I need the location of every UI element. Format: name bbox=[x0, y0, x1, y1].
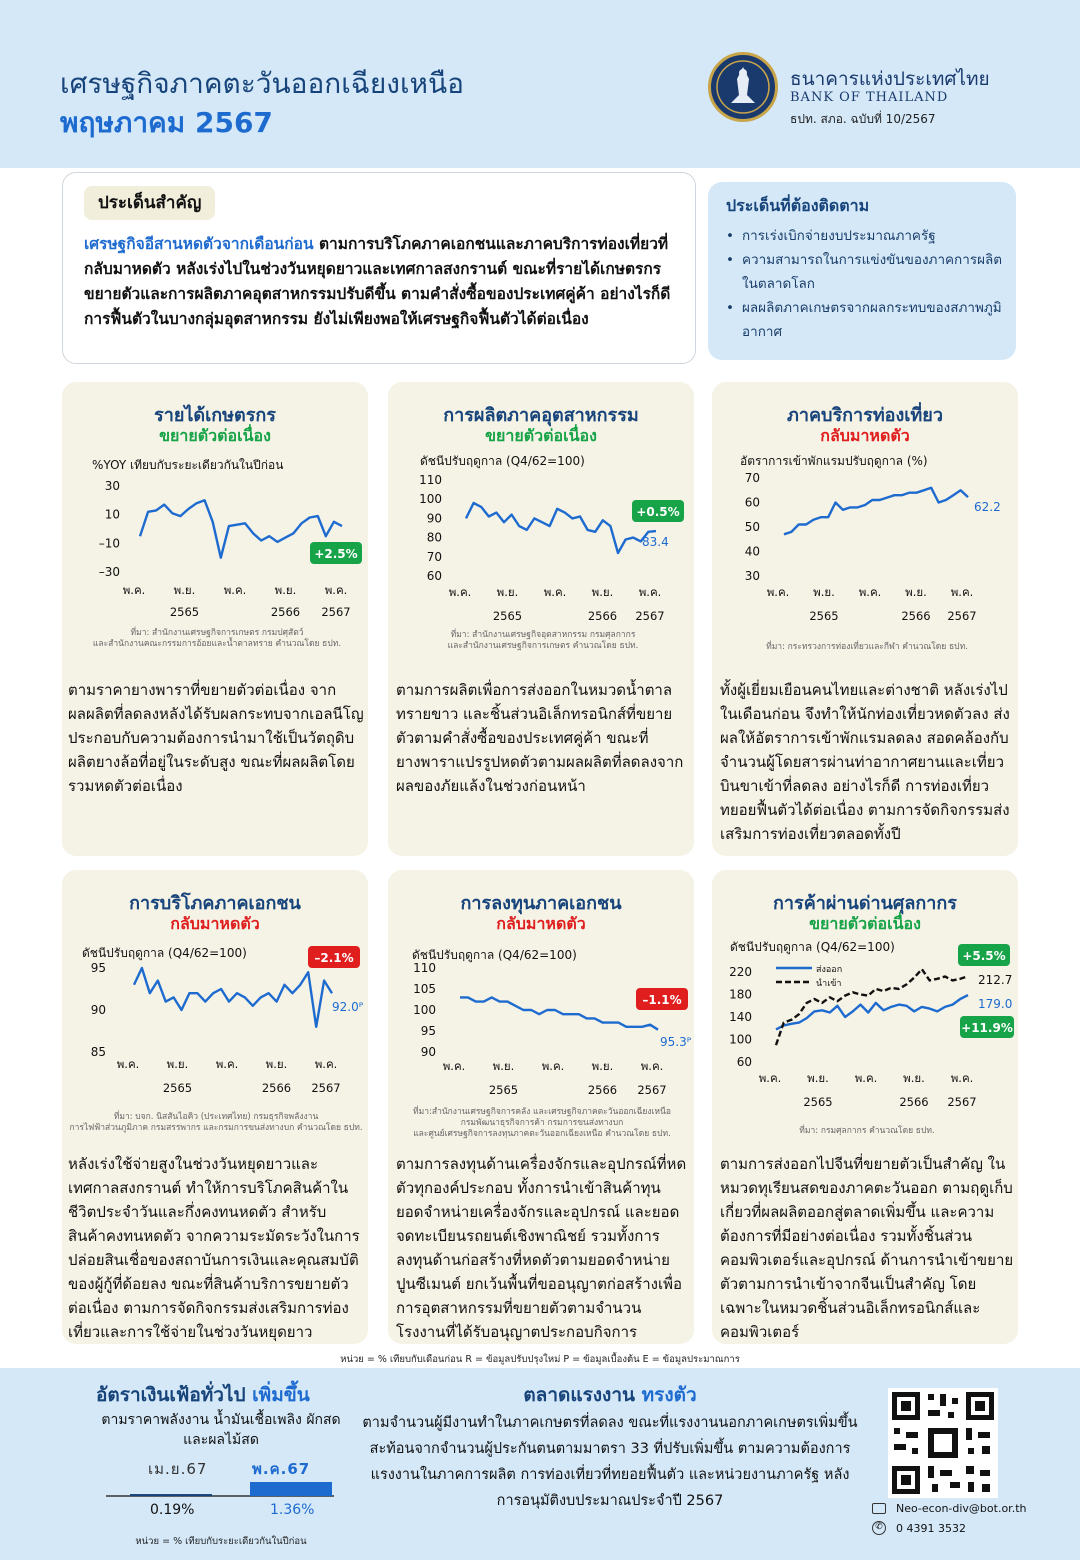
x-tick-label: พ.ค. bbox=[858, 585, 882, 599]
investment-source-line: กรมพัฒนาธุรกิจการค้า กรมการขนส่งทางบก bbox=[460, 1118, 624, 1128]
x-tick-label: พ.ค. bbox=[854, 1071, 878, 1085]
industry-source-line: ที่มา: สำนักงานเศรษฐกิจอุตสาหกรรม กรมศุลกากร bbox=[450, 630, 636, 640]
labor-title-status: ทรงตัว bbox=[641, 1384, 697, 1406]
x-tick-label: พ.ค. bbox=[758, 1071, 782, 1085]
trade-legend bbox=[776, 965, 842, 989]
y-tick-label: 90 bbox=[90, 1003, 106, 1017]
page-title: เศรษฐกิจภาคตะวันออกเฉียงเหนือ bbox=[60, 67, 464, 100]
inflation-unit: หน่วย = % เทียบกับระยะเดียวกันในปีก่อน bbox=[135, 1536, 307, 1547]
watch-list bbox=[726, 224, 1011, 344]
qr-code-icon[interactable] bbox=[888, 1388, 998, 1498]
tourism-unit: อัตราการเข้าพักแรมปรับฤดูกาล (%) bbox=[740, 454, 928, 468]
x-tick-label: พ.ค. bbox=[541, 1059, 565, 1073]
tourism-title: ภาคบริการท่องเที่ยว bbox=[787, 405, 943, 426]
investment-status: กลับมาหดตัว bbox=[496, 914, 586, 933]
x-tick-label: พ.ย. bbox=[496, 585, 519, 599]
labor-title bbox=[370, 1380, 850, 1410]
watch-item: • ผลผลิตภาคเกษตรจากผลกระทบของสภาพภูมิอากาศ bbox=[726, 296, 1011, 344]
consumption-title: การบริโภคภาคเอกชน bbox=[129, 893, 301, 914]
y-tick-label: –30 bbox=[98, 565, 120, 579]
page-subtitle-month: พฤษภาคม 2567 bbox=[60, 106, 273, 139]
y-tick-label: 100 bbox=[419, 492, 442, 507]
x-tick-label: พ.ค. bbox=[543, 585, 567, 599]
watch-item: • ความสามารถในการแข่งขันของภาคการผลิตในตลาดโลก bbox=[726, 248, 1011, 296]
y-tick-label: 90 bbox=[426, 511, 442, 526]
consumption-source-line: ที่มา: บจก. นิสสันไอคิว (ประเทศไทย) กรมธุรกิจพลังงาน bbox=[113, 1112, 319, 1122]
inflation-bars bbox=[100, 1456, 340, 1534]
x-year-label: 2565 bbox=[803, 1095, 833, 1109]
inflation-curr-value: 1.36% bbox=[270, 1502, 315, 1518]
legend-export-label: ส่งออก bbox=[816, 965, 843, 975]
x-tick-label: พ.ย. bbox=[166, 1057, 189, 1071]
end-value-label: 83.4 bbox=[642, 535, 669, 549]
y-tick-label: 95 bbox=[90, 961, 106, 975]
industry-source-line: และสำนักงานเศรษฐกิจการเกษตร คำนวณโดย ธปท. bbox=[447, 641, 639, 651]
x-year-label: 2566 bbox=[899, 1095, 929, 1109]
consumption-unit: ดัชนีปรับฤดูกาล (Q4/62=100) bbox=[82, 946, 247, 960]
x-year-label: 2567 bbox=[321, 605, 351, 619]
key-points-text bbox=[84, 232, 688, 332]
inflation-prev-label: เม.ย.67 bbox=[148, 1460, 208, 1478]
inflation-title bbox=[96, 1380, 310, 1410]
y-tick-label: 105 bbox=[413, 982, 436, 996]
y-tick-label: –10 bbox=[98, 536, 120, 551]
y-tick-label: 110 bbox=[413, 961, 436, 975]
change-badge: +2.5% bbox=[314, 547, 358, 561]
y-tick-label: 80 bbox=[426, 530, 442, 545]
issue-number: ธปท. สภอ. ฉบับที่ 10/2567 bbox=[790, 112, 936, 126]
trade-text: ตามการส่งออกไปจีนที่ขยายตัวเป็นสำคัญ ในหมวดทุเรียนสดของภาคตะวันออก ตามฤดูเก็บเกี่ยวที่ผลผลิตออกสู่ตลาดเพิ่มขึ้น และความต้องการที่มีอย่างต่อเนื่อง รวมทั้งชิ้นส่วนคอมพิวเตอร์และอุปกรณ์ ด้านการนำเข้าขยายตัวตามการนำเข้าจากจีนเป็นสำคัญ โดยเฉพาะในหมวดชิ้นส่วนอิเล็กทรอนิกส์และคอมพิวเตอร์ bbox=[720, 1155, 1014, 1341]
y-tick-label: 60 bbox=[426, 569, 442, 583]
consumption-source-line: การไฟฟ้าส่วนภูมิภาค กรมสรรพากร และกรมการขนส่งทางบก คำนวณโดย ธปท. bbox=[69, 1123, 363, 1133]
trade-title: การค้าผ่านด่านศุลกากร bbox=[773, 893, 957, 914]
x-tick-label: พ.ย. bbox=[173, 583, 196, 597]
x-year-label: 2565 bbox=[809, 609, 839, 623]
x-tick-label: พ.ย. bbox=[591, 1059, 614, 1073]
y-tick-label: 100 bbox=[413, 1003, 436, 1017]
change-badge-2: +11.9% bbox=[961, 1021, 1013, 1035]
series-line bbox=[134, 968, 332, 1027]
x-tick-label: พ.ย. bbox=[591, 585, 614, 599]
trade-chart bbox=[712, 944, 1018, 1114]
end-value-label: 62.2 bbox=[974, 500, 1001, 514]
series-line bbox=[460, 997, 658, 1029]
key-points-body: ตามการบริโภคภาคเอกชนและภาคบริการท่องเที่ยวที่กลับมาหดตัว หลังเร่งไปในช่วงวันหยุดยาวและเทศกาลสงกรานต์ ขณะที่รายได้เกษตรกรขยายตัวและการผลิตภาคอุตสาหกรรมปรับดีขึ้น ตามคำสั่งซื้อของประเทศคู่ค้า อย่างไรก็ดี การฟื้นตัวในบางกลุ่มอุตสาหกรรม ยังไม่เพียงพอให้เศรษฐกิจฟื้นตัวได้ต่อเนื่อง bbox=[84, 235, 671, 328]
farm-source-line: ที่มา: สำนักงานเศรษฐกิจการเกษตร กรมปศุสัตว์ bbox=[130, 628, 304, 638]
consumption-status: กลับมาหดตัว bbox=[170, 914, 260, 933]
email-icon bbox=[872, 1503, 886, 1514]
x-tick-label: พ.ย. bbox=[813, 585, 835, 599]
x-year-label: 2567 bbox=[637, 1083, 667, 1097]
bank-name-en: BANK OF THAILAND bbox=[790, 90, 949, 105]
y-tick-label: 95 bbox=[420, 1024, 436, 1038]
x-year-label: 2567 bbox=[635, 609, 665, 623]
inflation-prev-value: 0.19% bbox=[150, 1502, 195, 1518]
key-points-label: ประเด็นสำคัญ bbox=[84, 186, 215, 220]
x-tick-label: พ.ค. bbox=[640, 1059, 664, 1073]
y-tick-label: 220 bbox=[729, 965, 752, 979]
phone-icon: ✆ bbox=[872, 1521, 886, 1535]
contact-email[interactable]: Neo-econ-div@bot.or.th bbox=[896, 1502, 1027, 1515]
x-tick-label: พ.ค. bbox=[223, 583, 247, 597]
inflation-curr-label: พ.ค.67 bbox=[252, 1460, 311, 1478]
x-tick-label: พ.ย. bbox=[265, 1057, 288, 1071]
bank-logo-icon bbox=[708, 52, 778, 122]
contact-phone[interactable]: 0 4391 3532 bbox=[896, 1522, 966, 1535]
y-tick-label: 180 bbox=[729, 987, 752, 1002]
legend-import-label: นำเข้า bbox=[816, 979, 842, 989]
x-tick-label: พ.ค. bbox=[324, 583, 348, 597]
x-tick-label: พ.ย. bbox=[903, 1071, 925, 1085]
footnote: หน่วย = % เทียบกับเดือนก่อน R = ข้อมูลปรับปรุงใหม่ P = ข้อมูลเบื้องต้น E = ข้อมูลประมาณการ bbox=[340, 1354, 740, 1365]
y-tick-label: 100 bbox=[729, 1032, 752, 1047]
y-tick-label: 85 bbox=[90, 1045, 106, 1059]
y-tick-label: 40 bbox=[744, 544, 760, 559]
consumption-text: หลังเร่งใช้จ่ายสูงในช่วงวันหยุดยาวและเทศกาลสงกรานต์ ทำให้การบริโภคสินค้าในชีวิตประจำวันและกึ่งคงทนหดตัว สำหรับสินค้าคงทนหดตัว จากความระมัดระวังในการปล่อยสินเชื่อของสถาบันการเงินและคุณสมบัติของผู้กู้ที่ด้อยลง ขณะที่สินค้าบริการขยายตัวต่อเนื่อง ตามการจัดกิจกรรมส่งเสริมการท่องเที่ยวและการใช้จ่ายในช่วงวันหยุดยาว bbox=[68, 1155, 360, 1341]
x-year-label: 2566 bbox=[587, 1083, 618, 1097]
investment-chart bbox=[388, 954, 694, 1106]
y-tick-label: 60 bbox=[744, 495, 760, 510]
y-tick-label: 60 bbox=[736, 1055, 752, 1069]
tourism-source-line: ที่มา: กระทรวงการท่องเที่ยวและกีฬา คำนวณโดย ธปท. bbox=[766, 642, 968, 652]
x-year-label: 2565 bbox=[492, 609, 523, 623]
consumption-source bbox=[66, 1112, 366, 1134]
investment-source-line: ที่มา:สำนักงานเศรษฐกิจการคลัง และเศรษฐกิจภาคตะวันออกเฉียงเหนือ bbox=[413, 1107, 671, 1117]
labor-title-text: ตลาดแรงงาน bbox=[523, 1384, 642, 1406]
farm-source bbox=[72, 628, 362, 650]
farm-chart bbox=[62, 472, 368, 628]
tourism-text: ทั้งผู้เยี่ยมเยือนคนไทยและต่างชาติ หลังเร่งไปในเดือนก่อน จึงทำให้นักท่องเที่ยวหดตัวลง ส่งผลให้อัตราการเข้าพักแรมลดลง สอดคล้องกับจำนวนผู้โดยสารผ่านท่าอากาศยานและเที่ยวบินขาเข้าที่ลดลง อย่างไรก็ดี การท่องเที่ยวทยอยฟื้นตัวได้ต่อเนื่อง ตามการจัดกิจกรรมส่งเสริมการท่องเที่ยวตลอดทั้งปี bbox=[720, 681, 1010, 843]
change-badge: –1.1% bbox=[642, 993, 682, 1007]
x-tick-label: พ.ย. bbox=[807, 1071, 829, 1085]
farm-unit: %YOY เทียบกับระยะเดียวกันในปีก่อน bbox=[92, 458, 284, 472]
x-tick-label: พ.ค. bbox=[314, 1057, 338, 1071]
x-tick-label: พ.ค. bbox=[215, 1057, 239, 1071]
x-tick-label: พ.ค. bbox=[766, 585, 790, 599]
inflation-title-status: เพิ่มขึ้น bbox=[252, 1384, 310, 1406]
x-year-label: 2566 bbox=[587, 609, 618, 623]
y-tick-label: 10 bbox=[104, 507, 120, 522]
investment-unit: ดัชนีปรับฤดูกาล (Q4/62=100) bbox=[412, 948, 577, 962]
end-value-label: 212.7 bbox=[978, 973, 1013, 987]
x-tick-label: พ.ย. bbox=[492, 1059, 515, 1073]
x-tick-label: พ.ย. bbox=[274, 583, 297, 597]
inflation-subtitle: ตามราคาพลังงาน น้ำมันเชื้อเพลิง ผักสดและผลไม้สด bbox=[101, 1412, 341, 1448]
industry-text: ตามการผลิตเพื่อการส่งออกในหมวดน้ำตาลทรายขาว และชิ้นส่วนอิเล็กทรอนิกส์ที่ขยายตัวตามคำสั่งซื้อของประเทศคู่ค้า ขณะที่ยางพาราแปรรูปหดตัวตามผลผลิตที่ลดลงจากผลของภัยแล้งในช่วงก่อนหน้า bbox=[396, 681, 684, 795]
farm-text: ตามราคายางพาราที่ขยายตัวต่อเนื่อง จากผลผลิตที่ลดลงหลังได้รับผลกระทบจากเอลนีโญ ประกอบกับความต้องการนำมาใช้เป็นวัตถุดิบผลิตยางล้อที่อยู่ในระดับสูง ขณะที่ผลผลิตโดยรวมหดตัวต่อเนื่อง bbox=[68, 681, 364, 795]
inflation-curr-bar bbox=[250, 1482, 332, 1496]
x-year-label: 2566 bbox=[261, 1081, 292, 1095]
series-line bbox=[776, 995, 968, 1029]
consumption-chart bbox=[62, 946, 368, 1106]
farm-status: ขยายตัวต่อเนื่อง bbox=[159, 426, 271, 445]
watch-title: ประเด็นที่ต้องติดตาม bbox=[726, 196, 870, 215]
tourism-chart bbox=[712, 468, 1018, 628]
x-tick-label: พ.ย. bbox=[905, 585, 927, 599]
trade-status: ขยายตัวต่อเนื่อง bbox=[809, 914, 921, 933]
x-year-label: 2566 bbox=[270, 605, 301, 619]
x-year-label: 2566 bbox=[901, 609, 931, 623]
x-year-label: 2565 bbox=[169, 605, 200, 619]
y-tick-label: 70 bbox=[744, 471, 760, 485]
end-value-label-2: 179.0 bbox=[978, 997, 1013, 1011]
x-tick-label: พ.ค. bbox=[950, 585, 974, 599]
y-tick-label: 30 bbox=[104, 479, 120, 493]
y-tick-label: 30 bbox=[744, 569, 760, 583]
change-badge: +5.5% bbox=[962, 949, 1006, 963]
y-tick-label: 50 bbox=[744, 520, 760, 534]
x-tick-label: พ.ค. bbox=[448, 585, 472, 599]
x-tick-label: พ.ค. bbox=[638, 585, 662, 599]
trade-source-line: ที่มา: กรมศุลกากร คำนวณโดย ธปท. bbox=[799, 1126, 935, 1136]
industry-source bbox=[398, 630, 688, 652]
change-badge: –2.1% bbox=[314, 951, 354, 965]
farm-source-line: และสำนักงานคณะกรรมการอ้อยและน้ำตาลทราย คำนวณโดย ธปท. bbox=[92, 639, 342, 649]
trade-source bbox=[722, 1126, 1012, 1137]
investment-source bbox=[396, 1107, 688, 1140]
x-tick-label: พ.ค. bbox=[442, 1059, 466, 1073]
tourism-source bbox=[722, 642, 1012, 653]
bank-name-th: ธนาคารแห่งประเทศไทย bbox=[790, 68, 990, 90]
inflation-prev-bar bbox=[130, 1494, 212, 1496]
x-year-label: 2565 bbox=[162, 1081, 193, 1095]
end-value-label: 92.0ᴾ bbox=[332, 1000, 364, 1014]
industry-chart bbox=[388, 470, 694, 628]
series-line bbox=[784, 488, 968, 535]
investment-source-line: และศูนย์เศรษฐกิจการลงทุนภาคตะวันออกเฉียงเหนือ คำนวณโดย ธปท. bbox=[413, 1129, 671, 1139]
change-badge: +0.5% bbox=[636, 505, 680, 519]
y-tick-label: 90 bbox=[420, 1045, 436, 1059]
watch-item: • การเร่งเบิกจ่ายงบประมาณภาครัฐ bbox=[726, 224, 1011, 248]
y-tick-label: 140 bbox=[729, 1010, 752, 1024]
inflation-title-text: อัตราเงินเฟ้อทั่วไป bbox=[96, 1384, 253, 1406]
investment-text: ตามการลงทุนด้านเครื่องจักรและอุปกรณ์ที่หดตัวทุกองค์ประกอบ ทั้งการนำเข้าสินค้าทุน ยอดจำหน่ายเครื่องจักรและอุปกรณ์ และยอดจดทะเบียนรถยนต์เชิงพาณิชย์ รวมทั้งการลงทุนด้านก่อสร้างที่หดตัวตามยอดจำหน่ายปูนซีเมนต์ ยกเว้นพื้นที่ขออนุญาตก่อสร้างเพื่อการอุตสาหกรรมที่ขยายตัวตามจำนวนโรงงานที่ได้รับอนุญาตประกอบกิจการ bbox=[396, 1155, 687, 1341]
x-year-label: 2567 bbox=[311, 1081, 341, 1095]
labor-text: ตามจำนวนผู้มีงานทำในภาคเกษตรที่ลดลง ขณะที่แรงงานนอกภาคเกษตรเพิ่มขึ้น สะท้อนจากจำนวนผู้ประกันตนตามมาตรา 33 ที่ปรับเพิ่มขึ้น ตามความต้องการแรงงานในภาคการผลิต การท่องเที่ยวที่ทยอยฟื้นตัว และหน่วยงานภาครัฐ หลังการอนุมัติงบประมาณประจำปี 2567 bbox=[362, 1415, 858, 1509]
industry-status: ขยายตัวต่อเนื่อง bbox=[485, 426, 597, 445]
x-year-label: 2567 bbox=[947, 609, 977, 623]
trade-unit: ดัชนีปรับฤดูกาล (Q4/62=100) bbox=[730, 940, 895, 954]
tourism-status: กลับมาหดตัว bbox=[820, 426, 910, 445]
x-year-label: 2565 bbox=[488, 1083, 519, 1097]
x-tick-label: พ.ค. bbox=[950, 1071, 974, 1085]
investment-title: การลงทุนภาคเอกชน bbox=[460, 893, 622, 914]
series-line bbox=[466, 503, 656, 553]
y-tick-label: 110 bbox=[419, 473, 442, 487]
farm-title: รายได้เกษตรกร bbox=[154, 405, 276, 426]
x-tick-label: พ.ค. bbox=[122, 583, 146, 597]
x-year-label: 2567 bbox=[947, 1095, 977, 1109]
y-tick-label: 70 bbox=[426, 549, 442, 564]
end-value-label: 95.3ᴾ bbox=[660, 1035, 692, 1049]
x-tick-label: พ.ค. bbox=[116, 1057, 140, 1071]
industry-unit: ดัชนีปรับฤดูกาล (Q4/62=100) bbox=[420, 454, 585, 468]
industry-title: การผลิตภาคอุตสาหกรรม bbox=[443, 405, 639, 426]
key-points-highlight: เศรษฐกิจอีสานหดตัวจากเดือนก่อน bbox=[84, 235, 314, 253]
